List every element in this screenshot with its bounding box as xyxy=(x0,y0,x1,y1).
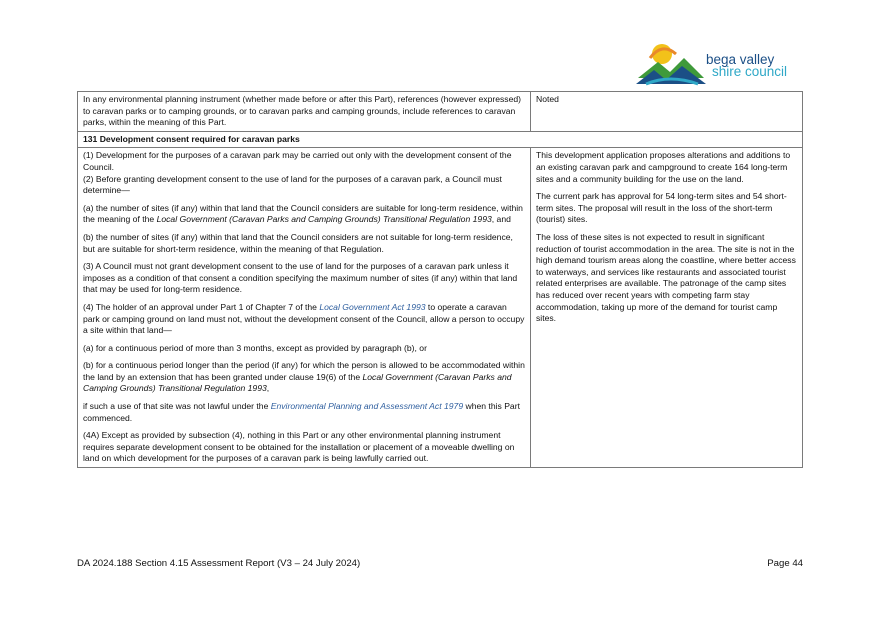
clause-text-cell xyxy=(78,148,531,468)
row1-left-cell xyxy=(78,92,531,132)
clause-2a-end: , and xyxy=(491,214,511,225)
local-government-act-link[interactable]: Local Government Act 1993 xyxy=(319,301,426,312)
clause-4-tail xyxy=(83,401,525,424)
epa-act-link[interactable]: Environmental Planning and Assessment Act 1979 xyxy=(270,401,464,412)
clause-4-text: (4) The holder of an approval under Part 1 of Chapter 7 of the xyxy=(83,301,320,312)
comment-2: The current park has approval for 54 long-term sites and 54 short-term sites. The proposal will result in the loss of the short-term (tourist) sites. xyxy=(536,191,787,225)
report-reference: DA 2024.188 Section 4.15 Assessment Report (V3 – 24 July 2024) xyxy=(77,558,361,569)
comment-cell xyxy=(531,148,803,468)
row1-right-text: Noted xyxy=(536,94,559,104)
clause-4b xyxy=(83,360,525,395)
clause-4-tail-text: if such a use of that site was not lawful under the xyxy=(83,401,271,412)
assessment-table xyxy=(77,91,803,468)
comment-1: This development application proposes alterations and additions to an existing caravan park and campground to create 164 long-term sites and a community building for the use on the land. xyxy=(536,150,791,184)
comment-3: The loss of these sites is not expected to result in significant reduction of tourist accommodation in the area. The site is not in the high demand tourism areas along the coastline, where better access to waterways, and services like restaurants and associated tourist related enterprises are available. The patronage of the camp sites has reduced over recent years with competing farm stay accommodation, taking up more of the demand for tourist camp sites. xyxy=(536,231,796,324)
hills-sun-icon xyxy=(636,40,708,86)
section-title: 131 Development consent required for caravan parks xyxy=(78,131,803,148)
page-number: Page 44 xyxy=(767,558,803,569)
page-footer xyxy=(77,558,803,569)
clause-2b: (b) the number of sites (if any) within that land that the Council considers are not suitable for long-term residence, but are suitable for short-term residence, within the meaning of that Regulation. xyxy=(83,231,513,254)
logo-wordmark xyxy=(706,54,787,78)
row1-left-text: In any environmental planning instrument (whether made before or after this Part), references (however expressed) to caravan parks or to camping grounds, or to caravan parks and camping grounds, include references to caravan parks, within the meaning of this Part. xyxy=(83,94,522,128)
regulation-title-2: Local Government (Caravan Parks and Camping Grounds) Transitional Regulation 1993 xyxy=(83,371,512,394)
clause-4b-end: , xyxy=(266,383,270,394)
regulation-title: Local Government (Caravan Parks and Camping Grounds) Transitional Regulation 1993 xyxy=(156,214,492,225)
clause-4-end: to operate a caravan park or camping ground on land must not, without the development consent of the Council, allow a person to occupy a site within that land— xyxy=(83,301,525,336)
table-row xyxy=(78,92,803,132)
clause-4-tail-end: when this Part commenced. xyxy=(83,401,520,423)
clause-4 xyxy=(83,302,525,337)
clause-4A: (4A) Except as provided by subsection (4), nothing in this Part or any other environmental planning instrument requires separate development consent to be obtained for the installation or placement of a moveable dwelling on land on which development for the purposes of a caravan park is being lawfully carried out. xyxy=(83,430,515,464)
clause-2a-text: (a) the number of sites (if any) within that land that the Council considers are suitable for long-term residence, within the meaning of the xyxy=(83,202,523,225)
logo-line1: bega valley xyxy=(706,52,775,67)
section-title-row xyxy=(78,131,803,148)
clause-4b-text: (b) for a continuous period longer than the period (if any) for which the person is allowed to be accommodated within the land by an extension that has been granted under clause 19(6) of the xyxy=(83,360,525,382)
logo-line2: shire council xyxy=(712,64,788,79)
council-logo xyxy=(636,40,806,88)
clause-4a: (a) for a continuous period of more than 3 months, except as provided by paragraph (b), or xyxy=(83,342,427,353)
clause-1: (1) Development for the purposes of a caravan park may be carried out only with the development consent of the Council. xyxy=(83,150,512,172)
clause-2: (2) Before granting development consent to the use of land for the purposes of a caravan park, a Council must determine— xyxy=(83,173,502,196)
clause-3: (3) A Council must not grant development consent to the use of land for the purposes of a caravan park unless it imposes as a condition of that consent a condition specifying the maximum number of sites (if any) within that land that may be used for long-term residence. xyxy=(83,261,518,295)
row1-right-cell xyxy=(531,92,803,132)
clause-2a xyxy=(83,203,525,226)
table-row xyxy=(78,148,803,468)
